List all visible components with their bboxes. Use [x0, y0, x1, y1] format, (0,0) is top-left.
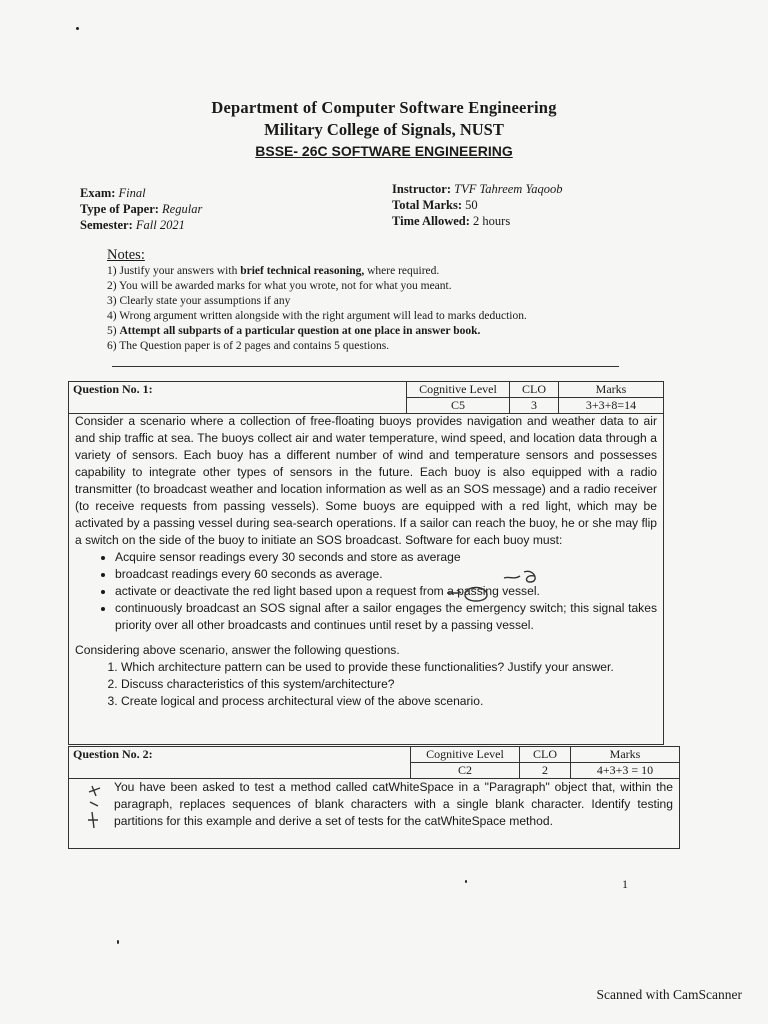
note-item: 1) Justify your answers with brief technical reasoning, where required. [107, 265, 440, 277]
question1-header [68, 381, 664, 414]
cognitive-level-header: Cognitive Level [407, 382, 510, 398]
exam-label: Exam: [80, 186, 116, 200]
department-title: Department of Computer Software Engineering [211, 98, 557, 117]
clo-header: CLO [520, 747, 571, 763]
question1-scenario: Consider a scenario where a collection of free-floating buoys provides navigation and weather data to air and ship traffic at sea. The buoys collect air and water temperature, wind speed, and location data through a variety of sensors. Each buoy has a different number of wind and temperature sensors and possesses capability to integrate other types of sensors in the future. Each buoy is also equipped with a radio transmitter (to broadcast weather and location information as well as an SOS message) and a radio receiver (to receive requests from passing vessels). Some buoys are equipped with a red light, which may be activated by a passing vessel during sea-search operations. If a sailor can reach the buoy, he or she may flip a switch on the side of the buoy to initiate an SOS broadcast. Software for each buoy must: [75, 414, 657, 547]
exam-value: Final [118, 186, 146, 200]
instructor-label: Instructor: [392, 182, 452, 196]
requirement-item: • broadcast readings every 60 seconds as average. [115, 566, 657, 583]
subquestion-item: 1. Which architecture pattern can be used to provide these functionalities? Justify your answer. [121, 659, 657, 676]
note-item: 5) Attempt all subparts of a particular question at one place in answer book. [107, 325, 481, 337]
requirements-list [75, 549, 657, 634]
scan-speck [465, 880, 467, 883]
question2-header [68, 746, 680, 779]
question2-label: Question No. 2: [69, 747, 411, 779]
question1-clo: 3 [510, 398, 559, 414]
scan-speck [76, 27, 79, 30]
total-marks-value: 50 [465, 198, 478, 212]
question2-body [68, 777, 680, 849]
semester-label: Semester: [80, 218, 133, 232]
notes-section [107, 248, 627, 354]
time-allowed-label: Time Allowed: [392, 214, 470, 228]
handwritten-scribble-icon [80, 780, 110, 850]
requirement-item: • activate or deactivate the red light based upon a request from a passing vessel. [115, 583, 657, 600]
handwritten-mark-icon [445, 583, 505, 607]
question1-lead: Considering above scenario, answer the following questions. [75, 643, 400, 657]
handwritten-mark-icon [500, 566, 560, 596]
question1-body [68, 411, 664, 745]
exam-info-right [392, 181, 563, 229]
total-marks-label: Total Marks: [392, 198, 463, 212]
notes-title: Notes: [107, 247, 145, 263]
paper-type-row [80, 201, 202, 217]
exam-row [80, 185, 202, 201]
question1-marks: 3+3+8=14 [559, 398, 664, 414]
question2-marks: 4+3+3 = 10 [571, 763, 680, 779]
note-item: 4) Wrong argument written alongside with the right argument will lead to marks deduction. [107, 310, 527, 322]
course-title: BSSE- 26C SOFTWARE ENGINEERING [255, 143, 513, 159]
semester-value: Fall 2021 [135, 218, 185, 232]
time-allowed-value: 2 hours [473, 214, 511, 228]
question1-label: Question No. 1: [69, 382, 407, 414]
note-item: 3) Clearly state your assumptions if any [107, 295, 291, 307]
marks-header: Marks [559, 382, 664, 398]
question1-cognitive: C5 [407, 398, 510, 414]
instructor-row [392, 181, 563, 197]
paper-type-label: Type of Paper: [80, 202, 159, 216]
instructor-value: TVF Tahreem Yaqoob [454, 182, 563, 196]
divider [112, 366, 619, 367]
question2-cognitive: C2 [411, 763, 520, 779]
cognitive-level-header: Cognitive Level [411, 747, 520, 763]
time-allowed-row [392, 213, 563, 229]
note-item: 2) You will be awarded marks for what you wrote, not for what you meant. [107, 280, 452, 292]
scanner-watermark: Scanned with CamScanner [596, 987, 742, 1002]
marks-header: Marks [571, 747, 680, 763]
total-marks-row [392, 197, 563, 213]
paper-type-value: Regular [162, 202, 203, 216]
question2-text: You have been asked to test a method called catWhiteSpace in a "Paragraph" object that, within the paragraph, replaces sequences of blank characters with a single blank character. Identify testing partitions for this example and derive a set of tests for the catWhiteSpace method. [114, 780, 673, 828]
question2-clo: 2 [520, 763, 571, 779]
note-item: 6) The Question paper is of 2 pages and contains 5 questions. [107, 340, 390, 352]
clo-header: CLO [510, 382, 559, 398]
subquestion-item: 2. Discuss characteristics of this system/architecture? [121, 676, 657, 693]
college-title: Military College of Signals, NUST [264, 120, 504, 139]
semester-row [80, 217, 202, 233]
subquestion-item: 3. Create logical and process architectural view of the above scenario. [121, 693, 657, 710]
requirement-item: • continuously broadcast an SOS signal after a sailor engages the emergency switch; this signal takes priority over all other broadcasts and continues until reset by a passing vessel. [115, 600, 657, 634]
requirement-item: • Acquire sensor readings every 30 seconds and store as average [115, 549, 657, 566]
page-number: 1 [622, 877, 628, 891]
question1-subquestions [75, 659, 657, 710]
scan-speck [117, 940, 119, 944]
exam-info-left [80, 185, 202, 233]
